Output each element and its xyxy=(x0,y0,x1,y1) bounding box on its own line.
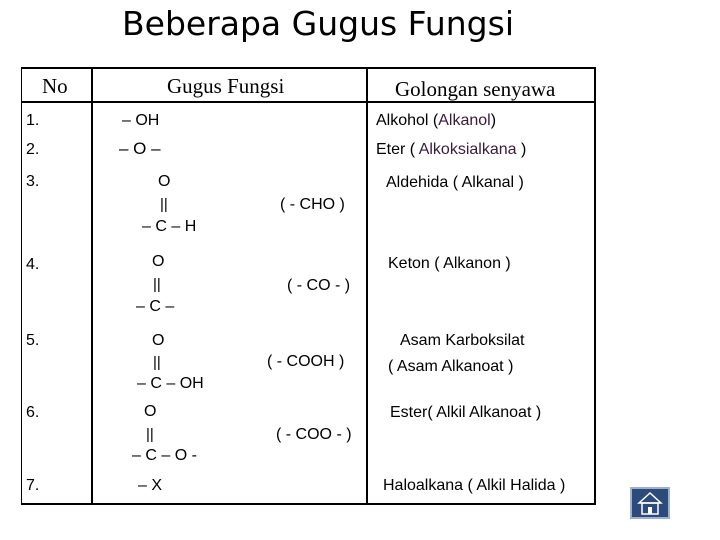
header-gugus-fungsi: Gugus Fungsi xyxy=(167,74,285,98)
home-icon xyxy=(632,504,668,521)
row-number: 5. xyxy=(26,332,40,349)
structure-line: – C – xyxy=(136,298,175,315)
compound-name: Aldehida ( Alkanal ) xyxy=(386,174,524,191)
structure-line: O xyxy=(144,403,157,420)
structure-line: || xyxy=(153,276,161,293)
compound-name: Alkohol (Alkanol) xyxy=(376,112,497,129)
compound-name-line2: ( Asam Alkanoat ) xyxy=(388,358,514,375)
structure-line: – O – xyxy=(119,139,161,158)
structure-line: O xyxy=(158,173,171,190)
row-number: 7. xyxy=(26,477,40,494)
compound-name: Ester( Alkil Alkanoat ) xyxy=(390,404,542,421)
row-number: 4. xyxy=(26,256,40,273)
structure-line: || xyxy=(160,196,168,213)
structure-line: || xyxy=(153,354,161,371)
structure-line: – OH xyxy=(122,112,160,129)
row-number: 2. xyxy=(26,141,40,158)
row-number: 3. xyxy=(26,173,40,190)
column-divider xyxy=(366,69,368,505)
structure-line: – C – OH xyxy=(137,375,204,392)
page-title: Beberapa Gugus Fungsi xyxy=(122,4,514,43)
functional-group-table xyxy=(21,67,596,505)
column-divider xyxy=(91,69,93,505)
compound-name: Asam Karboksilat xyxy=(400,332,525,349)
header-no: No xyxy=(42,74,68,98)
structure-line: – C – H xyxy=(142,218,197,235)
structure-line: – C – O - xyxy=(132,447,197,464)
header-golongan-senyawa: Golongan senyawa xyxy=(395,77,556,101)
structure-line: O xyxy=(152,253,165,270)
structure-line: O xyxy=(152,332,165,349)
compound-name: Keton ( Alkanon ) xyxy=(388,255,511,272)
formula-label: ( - CO - ) xyxy=(287,277,351,294)
compound-name: Eter ( Alkoksialkana ) xyxy=(376,141,527,158)
header-divider xyxy=(22,101,595,103)
formula-label: ( - CHO ) xyxy=(280,196,345,213)
compound-name: Haloalkana ( Alkil Halida ) xyxy=(383,477,566,494)
row-number: 6. xyxy=(26,404,40,421)
row-number: 1. xyxy=(26,112,40,129)
formula-label: ( - COO - ) xyxy=(276,426,352,443)
structure-line: – X xyxy=(138,477,163,494)
formula-label: ( - COOH ) xyxy=(267,353,345,370)
structure-line: || xyxy=(146,426,154,443)
home-nav-button[interactable] xyxy=(630,487,670,519)
